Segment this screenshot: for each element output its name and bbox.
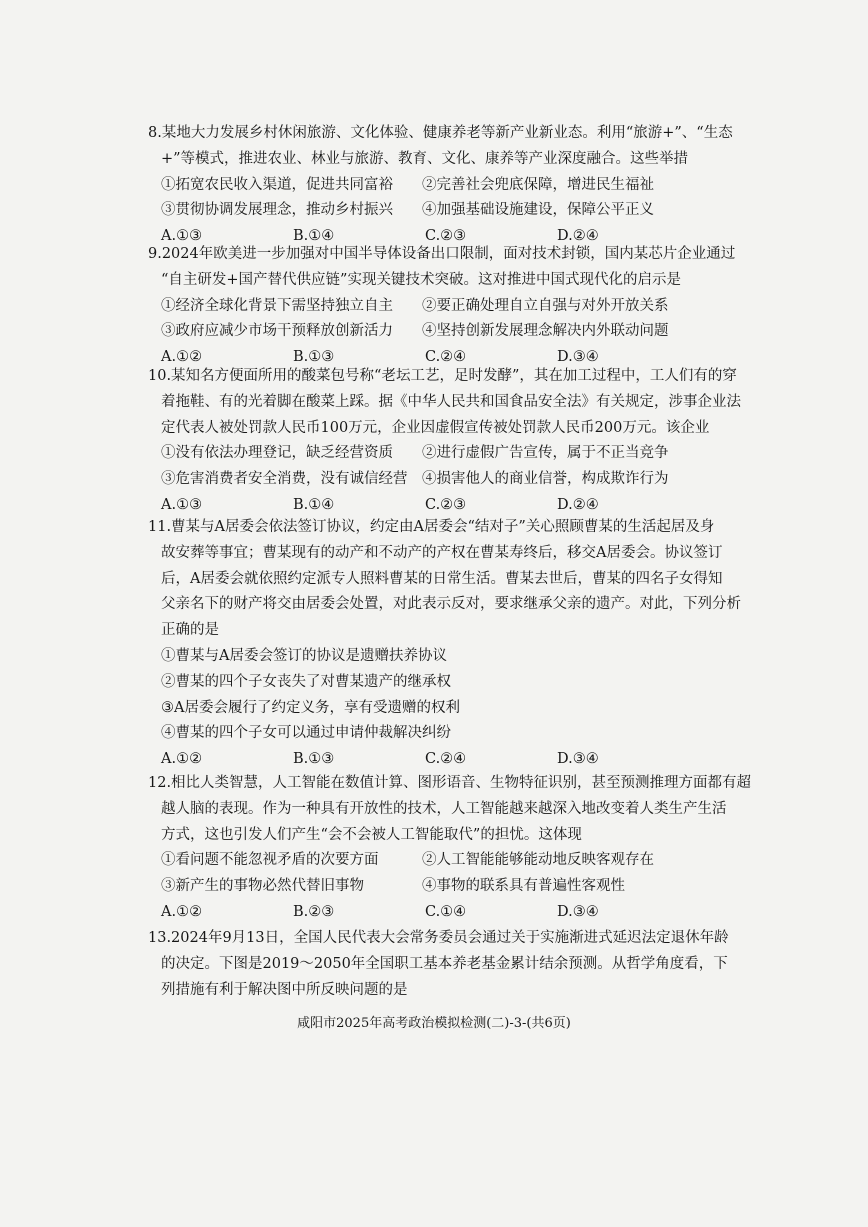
page-footer: 咸阳市2025年高考政治模拟检测(二)-3-(共6页) [297, 1016, 571, 1031]
statement: ①看问题不能忽视矛盾的次要方面 [161, 852, 379, 869]
answer-option-b: B.①③ [293, 349, 335, 366]
answer-option-d: D.③④ [557, 349, 599, 366]
question-text: 列措施有利于解决图中所反映问题的是 [161, 981, 408, 998]
statement: ④曹某的四个子女可以通过申请仲裁解决纠纷 [161, 725, 451, 742]
statement-row [148, 294, 723, 320]
question-9 [148, 242, 736, 371]
statement: ②进行虚假广告宣传，属于不正当竞争 [422, 445, 669, 462]
question-text: 父亲名下的财产将交由居委会处置，对此表示反对，要求继承父亲的遗产。对此，下列分析 [161, 596, 741, 613]
answer-option-a: A.①② [161, 349, 203, 366]
answer-option-c: C.②③ [425, 496, 467, 513]
statement-row [148, 198, 723, 224]
answer-option-a: A.①③ [161, 496, 203, 513]
answer-option-d: D.③④ [557, 751, 599, 768]
statement: ①没有依法办理登记，缺乏经营资质 [161, 445, 393, 462]
statement: ②要正确处理自立自强与对外开放关系 [422, 297, 669, 314]
question-text: 故安葬等事宜；曹某现有的动产和不动产的产权在曹某寿终后，移交A居委会。协议签订 [161, 544, 723, 561]
answer-option-d: D.③④ [557, 903, 599, 920]
question-text: 11.曹某与A居委会依法签订协议，约定由A居委会“结对子”关心照顾曹某的生活起居及身 [148, 519, 715, 535]
answer-option-a: A.①③ [161, 228, 203, 245]
question-8 [148, 121, 733, 250]
statement: ①经济全球化背景下需坚持独立自主 [161, 297, 393, 314]
question-text: 方式，这也引发人们产生“会不会被人工智能取代”的担忧。这体现 [161, 826, 582, 843]
statement: ②曹某的四个子女丧失了对曹某遗产的继承权 [161, 673, 451, 690]
answer-option-a: A.①② [161, 751, 203, 768]
answer-row [148, 900, 723, 926]
question-11 [148, 515, 741, 773]
statement-row [148, 173, 723, 199]
question-text: 着拖鞋、有的光着脚在酸菜上踩。据《中华人民共和国食品安全法》有关规定，涉事企业法 [161, 393, 741, 410]
question-text: 定代表人被处罚款人民币100万元，企业因虚假宣传被处罚款人民币200万元。该企业 [161, 419, 710, 436]
answer-option-c: C.②③ [425, 228, 467, 245]
statement: ④损害他人的商业信誉，构成欺诈行为 [422, 471, 669, 488]
question-text: “自主研发+国产替代供应链”实现关键技术突破。这对推进中国式现代化的启示是 [161, 271, 681, 288]
question-text: 正确的是 [161, 622, 219, 639]
question-text: 8.某地大力发展乡村休闲旅游、文化体验、健康养老等新产业新业态。利用“旅游+”、“生态 [148, 125, 733, 141]
answer-option-a: A.①② [161, 903, 203, 920]
statement: ②人工智能能够能动地反映客观存在 [422, 852, 654, 869]
question-text: +”等模式，推进农业、林业与旅游、教育、文化、康养等产业深度融合。这些举措 [161, 150, 689, 167]
statement: ②完善社会兜底保障，增进民生福祉 [422, 176, 654, 193]
question-text: 13.2024年9月13日，全国人民代表大会常务委员会通过关于实施渐进式延迟法定退休年龄 [148, 930, 729, 946]
statement: ③贯彻协调发展理念，推动乡村振兴 [161, 202, 393, 219]
answer-option-c: C.②④ [425, 751, 467, 768]
statement-row [148, 467, 723, 493]
answer-option-b: B.②③ [293, 903, 335, 920]
answer-option-d: D.②④ [557, 228, 599, 245]
question-text: 的决定。下图是2019～2050年全国职工基本养老基金累计结余预测。从哲学角度看，下 [161, 955, 728, 972]
statement: ④加强基础设施建设，保障公平正义 [422, 202, 654, 219]
statement-row [148, 874, 723, 900]
question-text: 9.2024年欧美进一步加强对中国半导体设备出口限制，面对技术封锁，国内某芯片企业通过 [148, 246, 736, 262]
statement: ③A居委会履行了约定义务，享有受遗赠的权利 [161, 699, 460, 716]
statement: ①曹某与A居委会签订的协议是遗赠扶养协议 [161, 647, 447, 664]
statement: ④坚持创新发展理念解决内外联动问题 [422, 323, 669, 340]
question-text: 后，A居委会就依照约定派专人照料曹某的日常生活。曹某去世后，曹某的四名子女得知 [161, 570, 723, 587]
statement-row [148, 848, 723, 874]
statement: ④事物的联系具有普遍性客观性 [422, 878, 625, 895]
answer-option-c: C.①④ [425, 903, 467, 920]
question-text: 12.相比人类智慧，人工智能在数值计算、图形语音、生物特征识别，甚至预测推理方面都有超 [148, 775, 752, 791]
answer-option-b: B.①④ [293, 228, 335, 245]
statement: ③危害消费者安全消费，没有诚信经营 [161, 471, 408, 488]
question-text: 越人脑的表现。作为一种具有开放性的技术，人工智能越来越深入地改变着人类生产生活 [161, 800, 727, 817]
answer-row [148, 747, 723, 773]
statement-row [148, 319, 723, 345]
question-12 [148, 771, 752, 926]
question-10 [148, 364, 741, 519]
statement: ③新产生的事物必然代替旧事物 [161, 878, 364, 895]
answer-option-b: B.①④ [293, 496, 335, 513]
answer-option-b: B.①③ [293, 751, 335, 768]
statement-row [148, 441, 723, 467]
statement: ①拓宽农民收入渠道，促进共同富裕 [161, 176, 393, 193]
statement: ③政府应减少市场干预释放创新活力 [161, 323, 393, 340]
question-text: 10.某知名方便面所用的酸菜包号称“老坛工艺，足时发酵”，其在加工过程中，工人们有的穿 [148, 368, 737, 384]
question-13 [148, 926, 729, 1003]
answer-option-c: C.②④ [425, 349, 467, 366]
answer-option-d: D.②④ [557, 496, 599, 513]
